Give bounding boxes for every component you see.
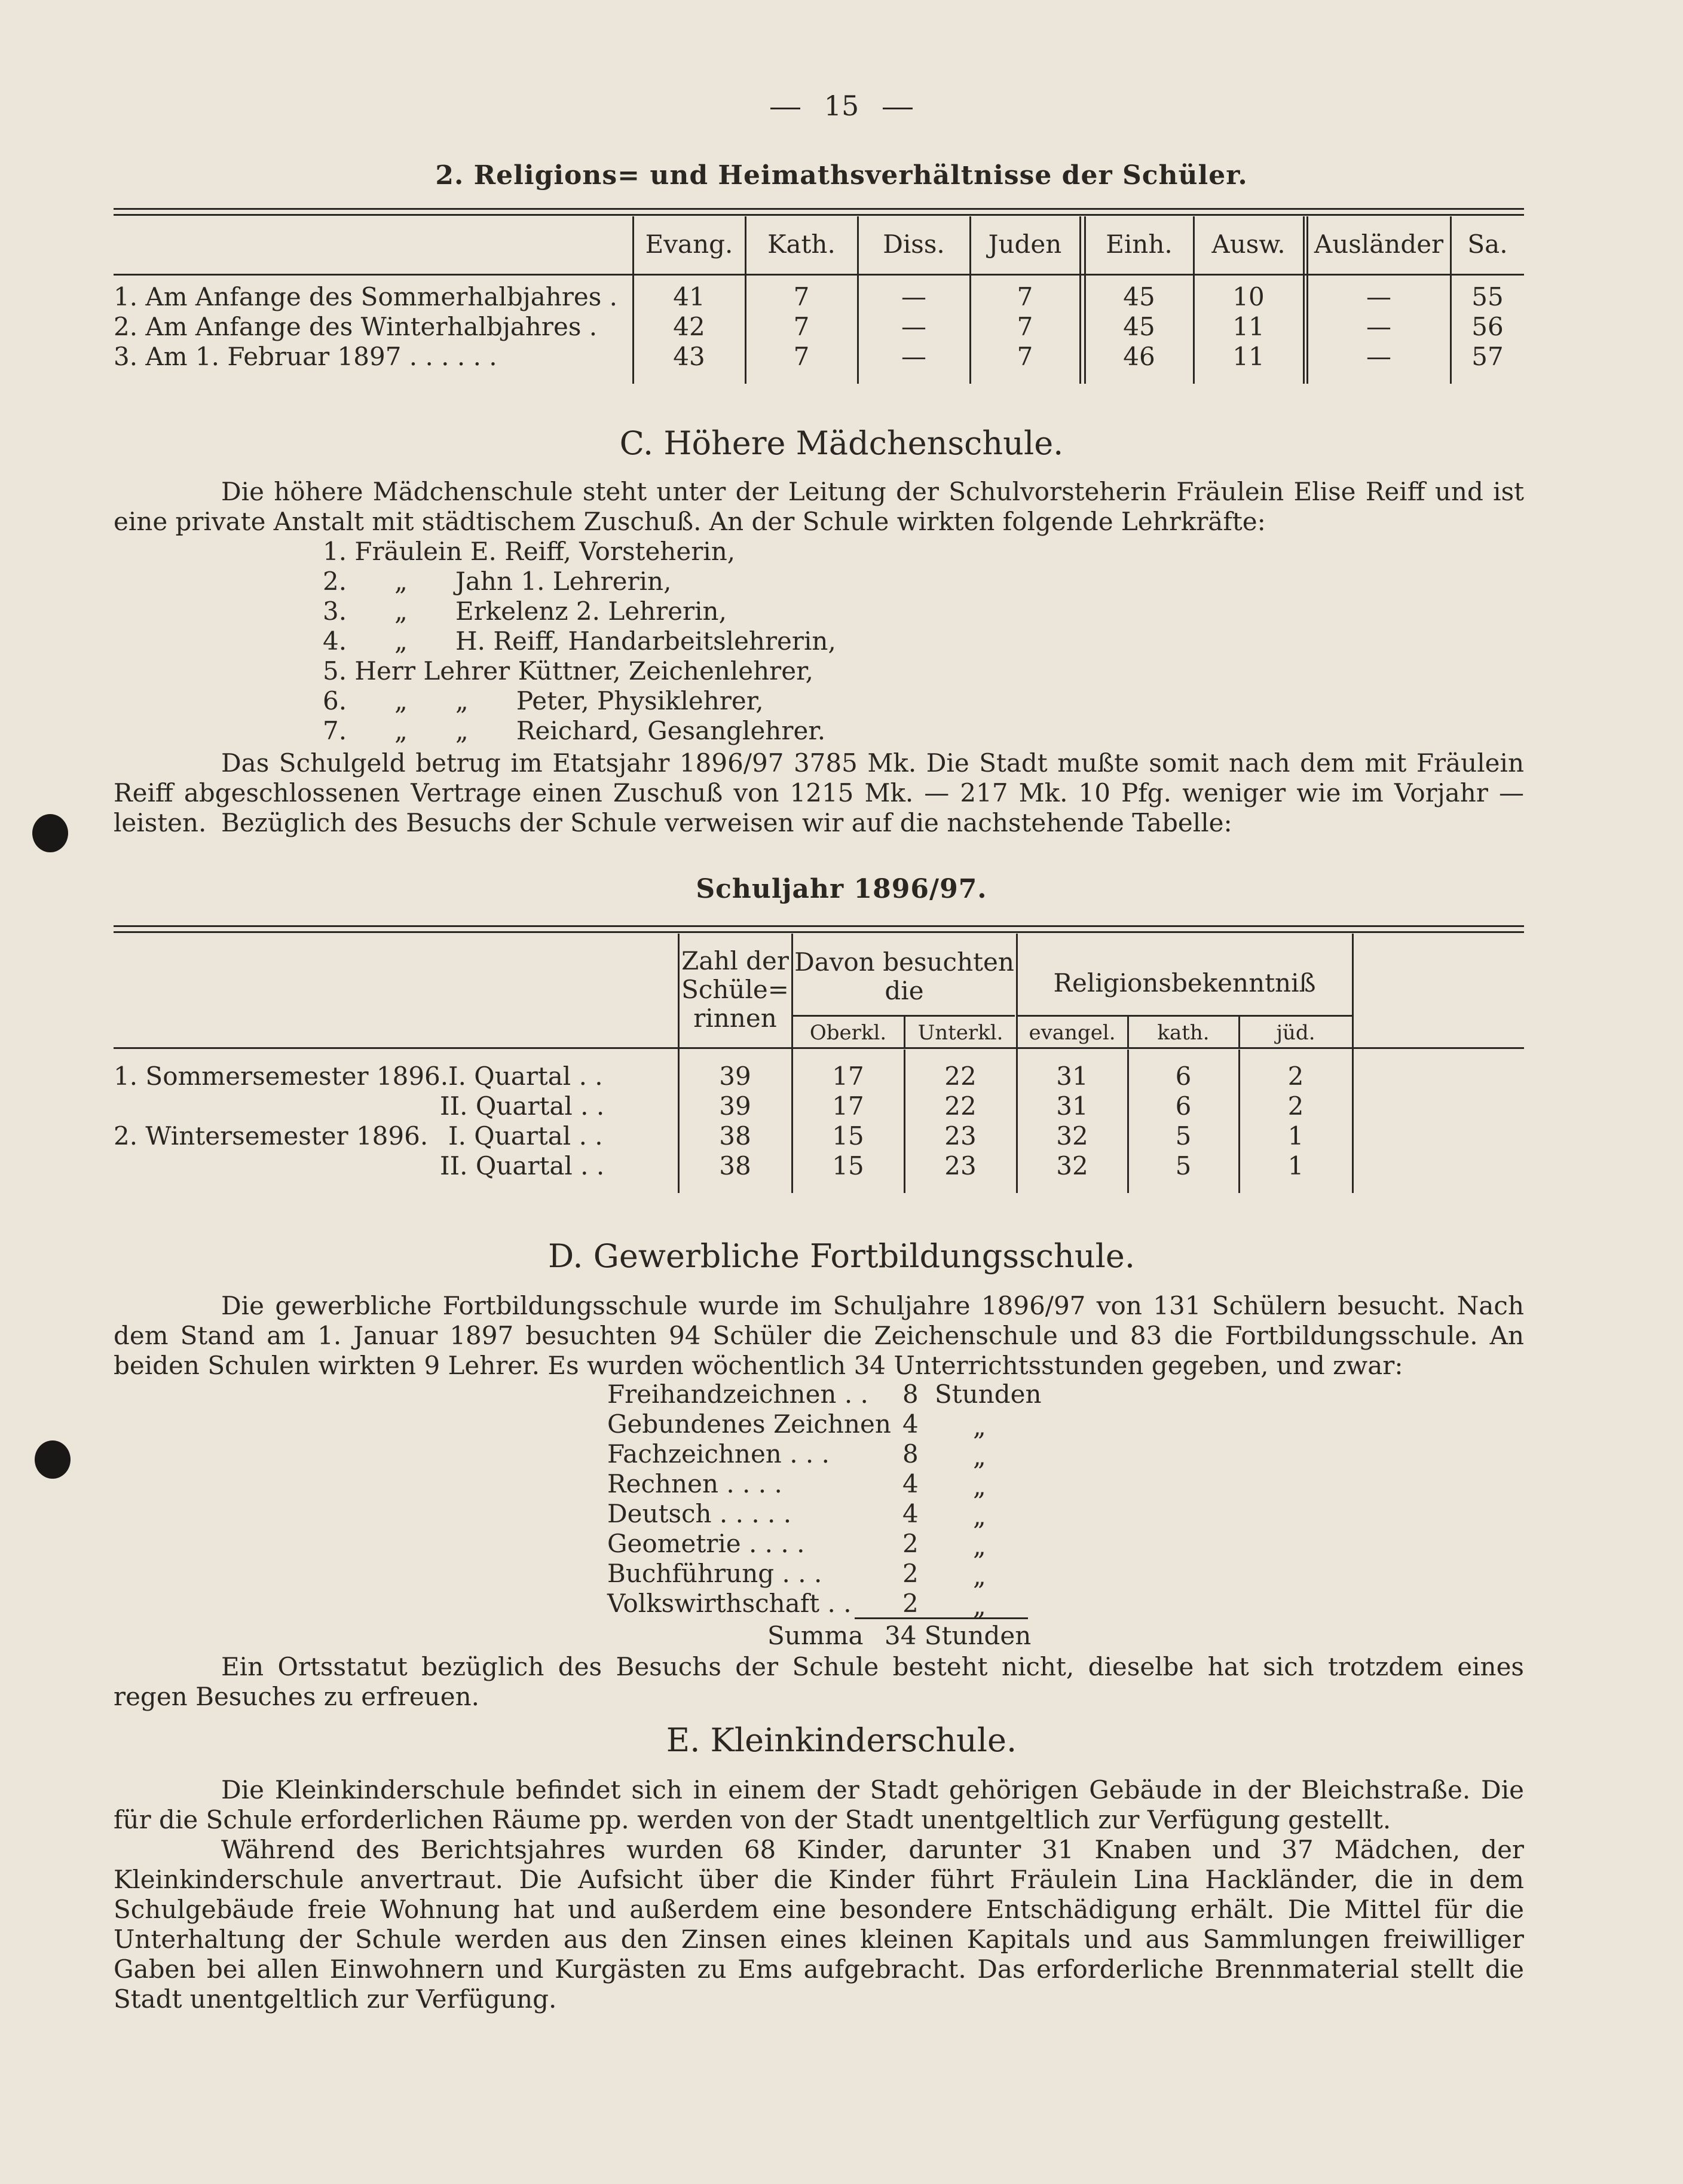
col-header-sa: Sa. bbox=[1467, 230, 1508, 259]
table-cell: 41 bbox=[673, 282, 705, 311]
table-row-quartal: I. Quartal . . bbox=[448, 1062, 603, 1091]
table-cell: 5 bbox=[1175, 1151, 1192, 1180]
subject-hours: 2 bbox=[902, 1589, 919, 1618]
table-cell: 7 bbox=[793, 282, 810, 311]
subject-name: Deutsch . . . . . bbox=[607, 1499, 792, 1528]
subject-name: Buchführung . . . bbox=[607, 1559, 822, 1588]
table-cell: 45 bbox=[1123, 312, 1155, 341]
table-row-label: 2. Am Anfange des Winterhalbjahres . bbox=[114, 312, 598, 341]
table-cell: 22 bbox=[944, 1062, 977, 1091]
table-cell: 46 bbox=[1123, 342, 1155, 371]
list-item: 5. Herr Lehrer Küttner, Zeichenlehrer, bbox=[323, 656, 813, 686]
table-cell: 2 bbox=[1287, 1062, 1304, 1091]
section-d-intro: Die gewerbliche Fortbildungsschule wurde im Schuljahre 1896/97 von 131 Schülern besucht. Nach dem Stand am 1. Januar 1897 besuchten 94 Schüler die Zeichenschule und 83 die Fortbildungsschule. An beiden Schulen wirkten 9 Lehrer. Es wurden wöchentlich 34 Unterrichtsstunden gegeben, und zwar: bbox=[114, 1291, 1524, 1380]
table-cell: 39 bbox=[719, 1062, 751, 1091]
col-header-kath: kath. bbox=[1157, 1021, 1210, 1045]
sum-value: 34 Stunden bbox=[885, 1621, 1032, 1650]
table-cell: 42 bbox=[673, 312, 705, 341]
table-cell: — bbox=[1366, 282, 1391, 311]
table-row-semester: 1. Sommersemester 1896. bbox=[114, 1062, 449, 1091]
table-cell: 38 bbox=[719, 1121, 751, 1151]
table-cell: — bbox=[901, 312, 926, 341]
section-c-para3: Bezüglich des Besuchs der Schule verweisen wir auf die nachstehende Tabelle: bbox=[221, 808, 1232, 837]
header-line: rinnen bbox=[693, 1004, 777, 1033]
table-cell: 11 bbox=[1232, 312, 1265, 341]
table-row-quartal: I. Quartal . . bbox=[448, 1121, 603, 1151]
subject-name: Volkswirthschaft . . bbox=[607, 1589, 852, 1618]
subject-name: Rechnen . . . . bbox=[607, 1469, 782, 1498]
table-cell: 31 bbox=[1056, 1062, 1088, 1091]
list-item: 4. „ H. Reiff, Handarbeitslehrerin, bbox=[323, 626, 836, 656]
section-e-para2: Während des Berichtsjahres wurden 68 Kinder, darunter 31 Knaben und 37 Mädchen, der Kleinkinderschule anvertraut. Die Aufsicht über die Kinder führt Fräulein Lina Hackländer, die in dem Schulgebäude freie Wohnung hat und außerdem eine besondere Entschädigung erhält. Die Mittel für die Unterhaltung der Schule werden aus den Zinsen eines kleinen Kapitals und aus Sammlungen freiwilliger Gaben bei allen Einwohnern und Kurgästen zu Ems aufgebracht. Das erforderliche Brennmaterial stellt die Stadt unentgeltlich zur Verfügung. bbox=[114, 1835, 1524, 2014]
table-cell: — bbox=[1366, 312, 1391, 341]
table-row-label: 1. Am Anfange des Sommerhalbjahres . bbox=[114, 282, 618, 311]
table-cell: 10 bbox=[1232, 282, 1265, 311]
table-row-quartal: II. Quartal . . bbox=[440, 1091, 605, 1121]
col-header-davon bbox=[792, 948, 1016, 1005]
table-cell: 23 bbox=[944, 1151, 977, 1180]
col-header-zahl bbox=[679, 947, 791, 1033]
subject-unit: „ bbox=[973, 1412, 986, 1441]
section-d-para2: Ein Ortsstatut bezüglich des Besuchs der Schule besteht nicht, dieselbe hat sich trotzdem eines regen Besuches zu erfreuen. bbox=[114, 1652, 1524, 1711]
table-title: Schuljahr 1896/97. bbox=[696, 874, 987, 904]
col-header-ausw: Ausw. bbox=[1211, 230, 1286, 259]
subject-name: Freihandzeichnen . . bbox=[607, 1379, 868, 1409]
section-c-title: C. Höhere Mädchenschule. bbox=[619, 424, 1064, 462]
section-d-title: D. Gewerbliche Fortbildungsschule. bbox=[548, 1237, 1135, 1275]
list-item: 3. „ Erkelenz 2. Lehrerin, bbox=[323, 597, 727, 626]
subject-unit: „ bbox=[973, 1531, 986, 1561]
subject-hours: 4 bbox=[902, 1469, 919, 1498]
subject-hours: 4 bbox=[902, 1499, 919, 1528]
table-cell: 7 bbox=[1017, 342, 1033, 371]
subject-hours: 8 bbox=[902, 1379, 919, 1409]
table-cell: 23 bbox=[944, 1121, 977, 1151]
table-cell: 15 bbox=[832, 1121, 864, 1151]
table-cell: 22 bbox=[944, 1091, 977, 1121]
table-cell: 7 bbox=[1017, 282, 1033, 311]
table-cell: 56 bbox=[1471, 312, 1504, 341]
subject-name: Fachzeichnen . . . bbox=[607, 1439, 830, 1469]
table-cell: 6 bbox=[1175, 1091, 1192, 1121]
table-cell: 7 bbox=[793, 312, 810, 341]
table-cell: 6 bbox=[1175, 1062, 1192, 1091]
table-cell: 2 bbox=[1287, 1091, 1304, 1121]
subject-hours: 4 bbox=[902, 1409, 919, 1439]
subject-name: Geometrie . . . . bbox=[607, 1529, 805, 1558]
table-row-label: 3. Am 1. Februar 1897 . . . . . . bbox=[114, 342, 497, 371]
subject-unit: „ bbox=[973, 1501, 986, 1531]
table-cell: 17 bbox=[832, 1091, 864, 1121]
col-header-oberkl: Oberkl. bbox=[809, 1021, 887, 1045]
table-cell: 45 bbox=[1123, 282, 1155, 311]
subject-unit: „ bbox=[973, 1472, 986, 1501]
subject-unit: „ bbox=[973, 1591, 986, 1620]
subject-name: Gebundenes Zeichnen bbox=[607, 1409, 891, 1439]
table-cell: 17 bbox=[832, 1062, 864, 1091]
table-cell: 1 bbox=[1287, 1151, 1304, 1180]
col-header-evangel: evangel. bbox=[1029, 1021, 1116, 1045]
subject-unit: „ bbox=[973, 1561, 986, 1590]
list-item: 7. „ „ Reichard, Gesanglehrer. bbox=[323, 716, 826, 745]
table-row-quartal: II. Quartal . . bbox=[440, 1151, 605, 1180]
table-cell: 11 bbox=[1232, 342, 1265, 371]
col-header-diss: Diss. bbox=[883, 230, 945, 259]
table-cell: 7 bbox=[1017, 312, 1033, 341]
table-cell: 43 bbox=[673, 342, 705, 371]
table-cell: 55 bbox=[1471, 282, 1504, 311]
list-item: 2. „ Jahn 1. Lehrerin, bbox=[323, 567, 672, 596]
page-number: 15 bbox=[0, 90, 1683, 122]
subject-hours: 8 bbox=[902, 1439, 919, 1469]
subject-unit: Stunden bbox=[935, 1379, 1042, 1409]
table-cell: 57 bbox=[1471, 342, 1504, 371]
section-c-para2: Das Schulgeld betrug im Etatsjahr 1896/97 3785 Mk. Die Stadt mußte somit nach dem mit Fräulein Reiff abgeschlossenen Vertrage einen Zuschuß von 1215 Mk. — 217 Mk. 10 Pfg. weniger wie im Vorjahr — leisten. bbox=[114, 748, 1524, 837]
table-cell: — bbox=[901, 282, 926, 311]
table-cell: 38 bbox=[719, 1151, 751, 1180]
table-cell: 39 bbox=[719, 1091, 751, 1121]
table-cell: 31 bbox=[1056, 1091, 1088, 1121]
col-header-kath: Kath. bbox=[767, 230, 836, 259]
col-header-religion: Religionsbekenntniß bbox=[1053, 968, 1316, 998]
col-header-evang: Evang. bbox=[645, 230, 733, 259]
header-line: Zahl der bbox=[681, 946, 789, 975]
section-e-para1: Die Kleinkinderschule befindet sich in einem der Stadt gehörigen Gebäude in der Bleichstraße. Die für die Schule erforderlichen Räume pp. werden von der Stadt unentgeltlich zur Verfügung gestellt. bbox=[114, 1775, 1524, 1834]
list-item: 1. Fräulein E. Reiff, Vorsteherin, bbox=[323, 537, 736, 566]
table-row-semester: 2. Wintersemester 1896. bbox=[114, 1121, 429, 1151]
binder-hole bbox=[35, 1440, 71, 1479]
table-cell: 7 bbox=[793, 342, 810, 371]
col-header-jued: jüd. bbox=[1276, 1021, 1315, 1045]
col-header-unterkl: Unterkl. bbox=[917, 1021, 1003, 1045]
subject-hours: 2 bbox=[902, 1529, 919, 1558]
table-cell: 5 bbox=[1175, 1121, 1192, 1151]
list-item: 6. „ „ Peter, Physiklehrer, bbox=[323, 686, 764, 715]
col-header-einh: Einh. bbox=[1106, 230, 1173, 259]
section-e-title: E. Kleinkinderschule. bbox=[666, 1721, 1017, 1759]
subject-unit: „ bbox=[973, 1442, 986, 1471]
table-cell: 32 bbox=[1056, 1151, 1088, 1180]
header-line: Davon besuchten bbox=[794, 947, 1014, 977]
col-header-juden: Juden bbox=[988, 230, 1062, 259]
section-c-intro: Die höhere Mädchenschule steht unter der Leitung der Schulvorsteherin Fräulein Elise Reiff und ist eine private Anstalt mit städtischem Zuschuß. An der Schule wirkten folgende Lehrkräfte: bbox=[114, 477, 1524, 536]
table-cell: — bbox=[1366, 342, 1391, 371]
section-2-title: 2. Religions= und Heimathsverhältnisse der Schüler. bbox=[435, 160, 1248, 191]
header-line: Schüle= bbox=[681, 975, 789, 1004]
subject-hours: 2 bbox=[902, 1559, 919, 1588]
col-header-auslaender: Ausländer bbox=[1314, 230, 1444, 259]
sum-label: Summa bbox=[767, 1621, 864, 1650]
table-cell: 15 bbox=[832, 1151, 864, 1180]
table-cell: 1 bbox=[1287, 1121, 1304, 1151]
binder-hole bbox=[32, 814, 68, 852]
header-line: die bbox=[885, 976, 924, 1005]
table-cell: 32 bbox=[1056, 1121, 1088, 1151]
table-cell: — bbox=[901, 342, 926, 371]
